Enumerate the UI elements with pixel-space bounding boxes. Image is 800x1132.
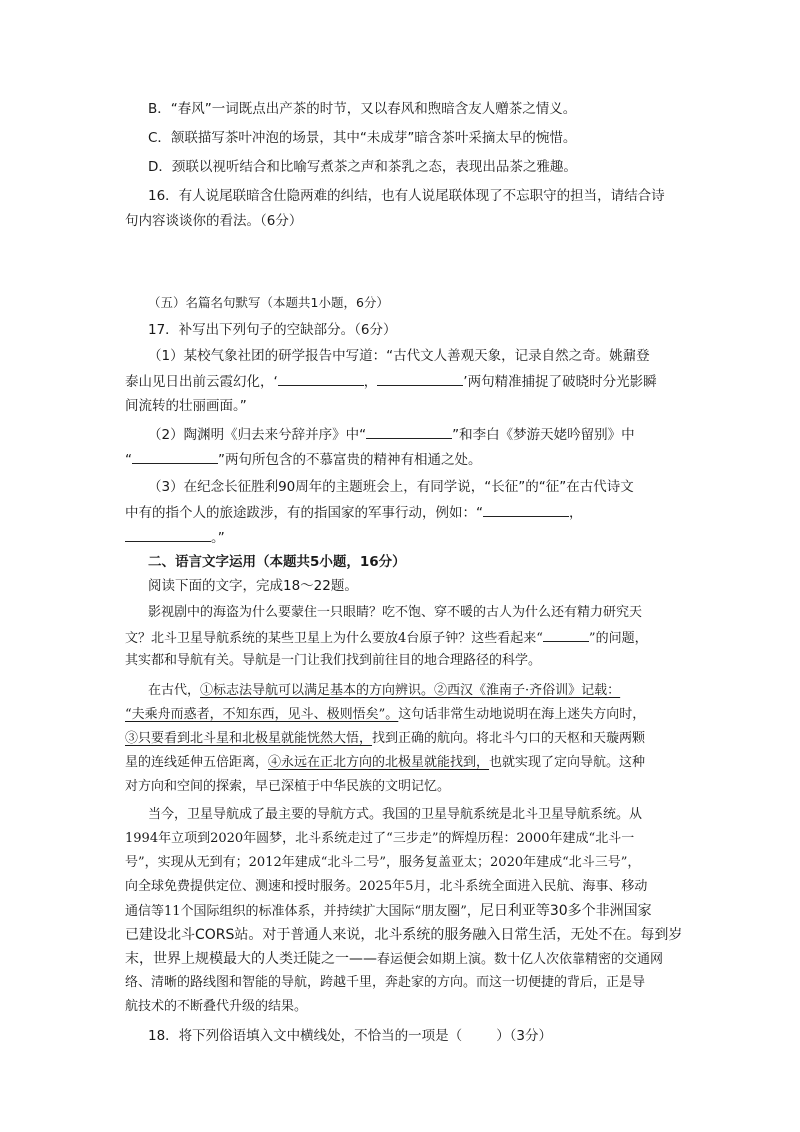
q17-s1-line-3: 间流转的壮丽画面。”: [125, 398, 247, 414]
underlined-sentence: ③只要看到北斗星和北极星就能恍然大悟，: [125, 731, 373, 746]
q17-stem: 17．补写出下列句子的空缺部分。（6分）: [148, 322, 397, 338]
reading-intro: 阅读下面的文字，完成18～22题。: [148, 578, 358, 594]
passage-p3-line-9: 航技术的不断叠代升级的结果。: [125, 999, 308, 1014]
answer-blank[interactable]: [366, 424, 452, 439]
q17-s2-line-2: “ ”两句所包含的不慕富贵的精神有相通之处。: [125, 449, 482, 470]
passage-p3-line-8: 络、清晰的路线图和智能的导航，跨越千里，奔赴家的方向。而这一切便捷的背后，正是导: [125, 975, 646, 990]
q17-s3-line-1: （3）在纪念长征胜利90周年的主题班会上，有同学说，“长征”的“征”在古代诗文: [148, 479, 634, 495]
answer-blank[interactable]: [377, 371, 463, 386]
q18-stem: 18．将下列俗语填入文中横线处，不恰当的一项是（ ）（3分）: [148, 1028, 553, 1044]
q15-option-d: D．颈联以视听结合和比喻写煮茶之声和茶乳之态，表现出品茶之雅趣。: [148, 159, 577, 175]
q16-stem-line-2: 句内容谈谈你的看法。（6分）: [125, 213, 303, 229]
passage-p3-line-4: 向全球免费提供定位、测速和授时服务。2025年5月，北斗系统全面进入民航、海事、移动: [125, 879, 648, 894]
passage-p2-line-2: “夫乘舟而惑者，不知东西，见斗、极则悟矣”。这句话非常生动地说明在海上迷失方向时，: [125, 707, 646, 722]
passage-p3-line-6: 已建设北斗CORS站。对于普通人来说，北斗系统的服务融入日常生活，无处不在。每到岁: [125, 927, 683, 943]
q17-s2-line-1: （2）陶渊明《归去来兮辞并序》中“ ”和李白《梦游天姥吟留别》中: [148, 424, 635, 445]
answer-blank[interactable]: [278, 371, 364, 386]
passage-p3-line-5: 通信等11个国际组织的标准体系，并持续扩大国际“朋友圈”，尼日利亚等30多个非洲国家: [125, 903, 652, 919]
passage-p1-line-2: 文？北斗卫星导航系统的某些卫星上为什么要放4台原子钟？这些看起来“ ”的问题，: [125, 627, 648, 649]
underlined-sentence: ①标志法导航可以满足基本的方向辨识。②西汉《淮南子·齐俗训》记载：: [200, 683, 621, 698]
q17-s3-line-2: 中有的指个人的旅途跋涉，有的指国家的军事行动，例如：“ ，: [125, 502, 583, 523]
q16-stem-line-1: 16．有人说尾联暗含仕隐两难的纠结，也有人说尾联体现了不忘职守的担当，请结合诗: [148, 188, 665, 204]
passage-p3-line-7: 末，世界上规模最大的人类迁陡之一——春运便会如期上演。数十亿人次依靠精密的交通网: [125, 951, 664, 967]
answer-blank[interactable]: [125, 527, 211, 542]
q17-s1-line-1: （1）某校气象社团的研学报告中写道：“古代文人善观天象，记录自然之奇。姚鼐登: [148, 348, 650, 364]
section-5-title: （五）名篇名句默写（本题共1小题，6分）: [148, 295, 389, 310]
passage-p2-line-3: ③只要看到北斗星和北极星就能恍然大悟，找到正确的航向。将北斗勺口的天枢和天璇两颗: [125, 731, 646, 746]
q15-option-c: C．颔联描写茶叶冲泡的场景，其中“未成芽”暗含茶叶采摘太早的惋惜。: [148, 130, 577, 146]
underlined-sentence: ④永远在正北方向的北极星就能找到，: [268, 755, 490, 770]
underlined-sentence: “夫乘舟而惑者，不知东西，见斗、极则悟矣”。: [125, 707, 399, 722]
passage-p2-line-4: 星的连线延伸五倍距离，④永远在正北方向的北极星就能找到，也就实现了定向导航。这种: [125, 755, 646, 770]
passage-p2-line-5: 对方向和空间的探索，早已深植于中华民族的文明记忆。: [125, 779, 451, 794]
passage-p3-line-2: 1994年立项到2020年圆梦，北斗系统走过了“三步走”的辉煌历程：2000年建成“北斗一: [125, 831, 635, 846]
q15-option-b: B．“春风”一词既点出产茶的时节，又以春风和煦暗含友人赠茶之情义。: [148, 101, 577, 117]
q17-s1-line-2: 泰山见日出前云霞幻化，‘ ， ’两句精准捕捉了破晓时分光影瞬: [125, 371, 657, 392]
q17-s3-line-3: 。”: [125, 527, 225, 548]
passage-p1-line-3: 其实都和导航有关。导航是一门让我们找到前往目的地合理路径的科学。: [125, 653, 542, 668]
passage-p3-line-3: 号”，实现从无到有；2012年建成“北斗二号”，服务复盖亚太；2020年建成“北斗三号”，: [125, 855, 641, 870]
answer-blank[interactable]: [483, 502, 569, 517]
passage-p1-line-1: 影视剧中的海盗为什么要蒙住一只眼睛？吃不饱、穿不暖的古人为什么还有精力研究天: [148, 605, 643, 620]
passage-p2-line-1: 在古代，①标志法导航可以满足基本的方向辨识。②西汉《淮南子·齐俗训》记载：: [148, 683, 621, 698]
idiom-blank: [543, 627, 589, 642]
answer-blank[interactable]: [132, 449, 218, 464]
passage-p3-line-1: 当今，卫星导航成了最主要的导航方式。我国的卫星导航系统是北斗卫星导航系统。从: [148, 807, 643, 822]
part-2-title: 二、语言文字运用（本题共5小题，16分）: [148, 554, 406, 570]
